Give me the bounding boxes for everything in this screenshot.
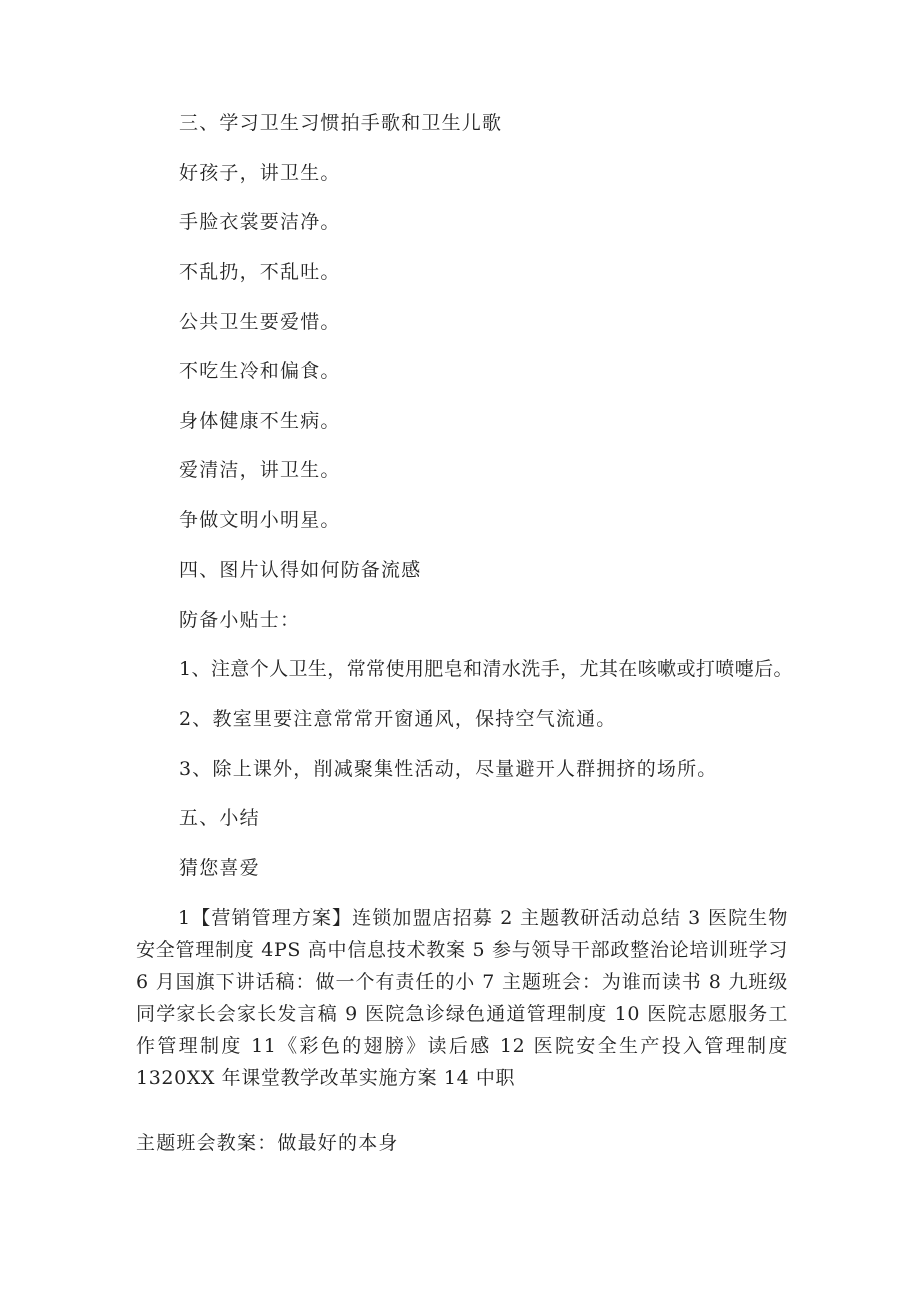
tip-1: 1、注意个人卫生，常常使用肥皂和清水洗手，尤其在咳嗽或打喷嚏后。 (179, 658, 793, 680)
tip-2: 2、教室里要注意常常开窗通风，保持空气流通。 (179, 708, 617, 730)
rhyme-line-6: 身体健康不生病。 (179, 410, 341, 432)
rhyme-line-3: 不乱扔，不乱吐。 (179, 261, 341, 283)
recommend-title: 猜您喜爱 (179, 857, 260, 879)
tips-title: 防备小贴士： (179, 609, 301, 631)
tip-3: 3、除上课外，削减聚集性活动，尽量避开人群拥挤的场所。 (179, 758, 718, 780)
recommend-list: 1【营销管理方案】连锁加盟店招募 2 主题教研活动总结 3 医院生物安全管理制度 4PS 高中信息技术教案 5 参与领导干部政整治论培训班学习 6 月国旗下讲话稿：做一个有责任的小 7 主题班会：为谁而读书 8 九班级同学家长会家长发言稿 9 医院急诊绿色通道管理制度 10 医院志愿服务工作管理制度 11《彩色的翅膀》读后感 12 医院安全生产投入管理制度 1320XX 年课堂教学改革实施方案 14 中职 (136, 907, 788, 1089)
section4-heading: 四、图片认得如何防备流感 (179, 559, 422, 581)
rhyme-line-8: 争做文明小明星。 (179, 509, 341, 531)
rhyme-line-1: 好孩子，讲卫生。 (179, 162, 341, 184)
section5-heading: 五、小结 (179, 807, 260, 829)
rhyme-line-4: 公共卫生要爱惜。 (179, 311, 341, 333)
recommend-tail: 主题班会教案：做最好的本身 (136, 1132, 399, 1154)
rhyme-line-5: 不吃生冷和偏食。 (179, 360, 341, 382)
section3-heading: 三、学习卫生习惯拍手歌和卫生儿歌 (179, 112, 503, 134)
rhyme-line-7: 爱清洁，讲卫生。 (179, 459, 341, 481)
rhyme-line-2: 手脸衣裳要洁净。 (179, 211, 341, 233)
